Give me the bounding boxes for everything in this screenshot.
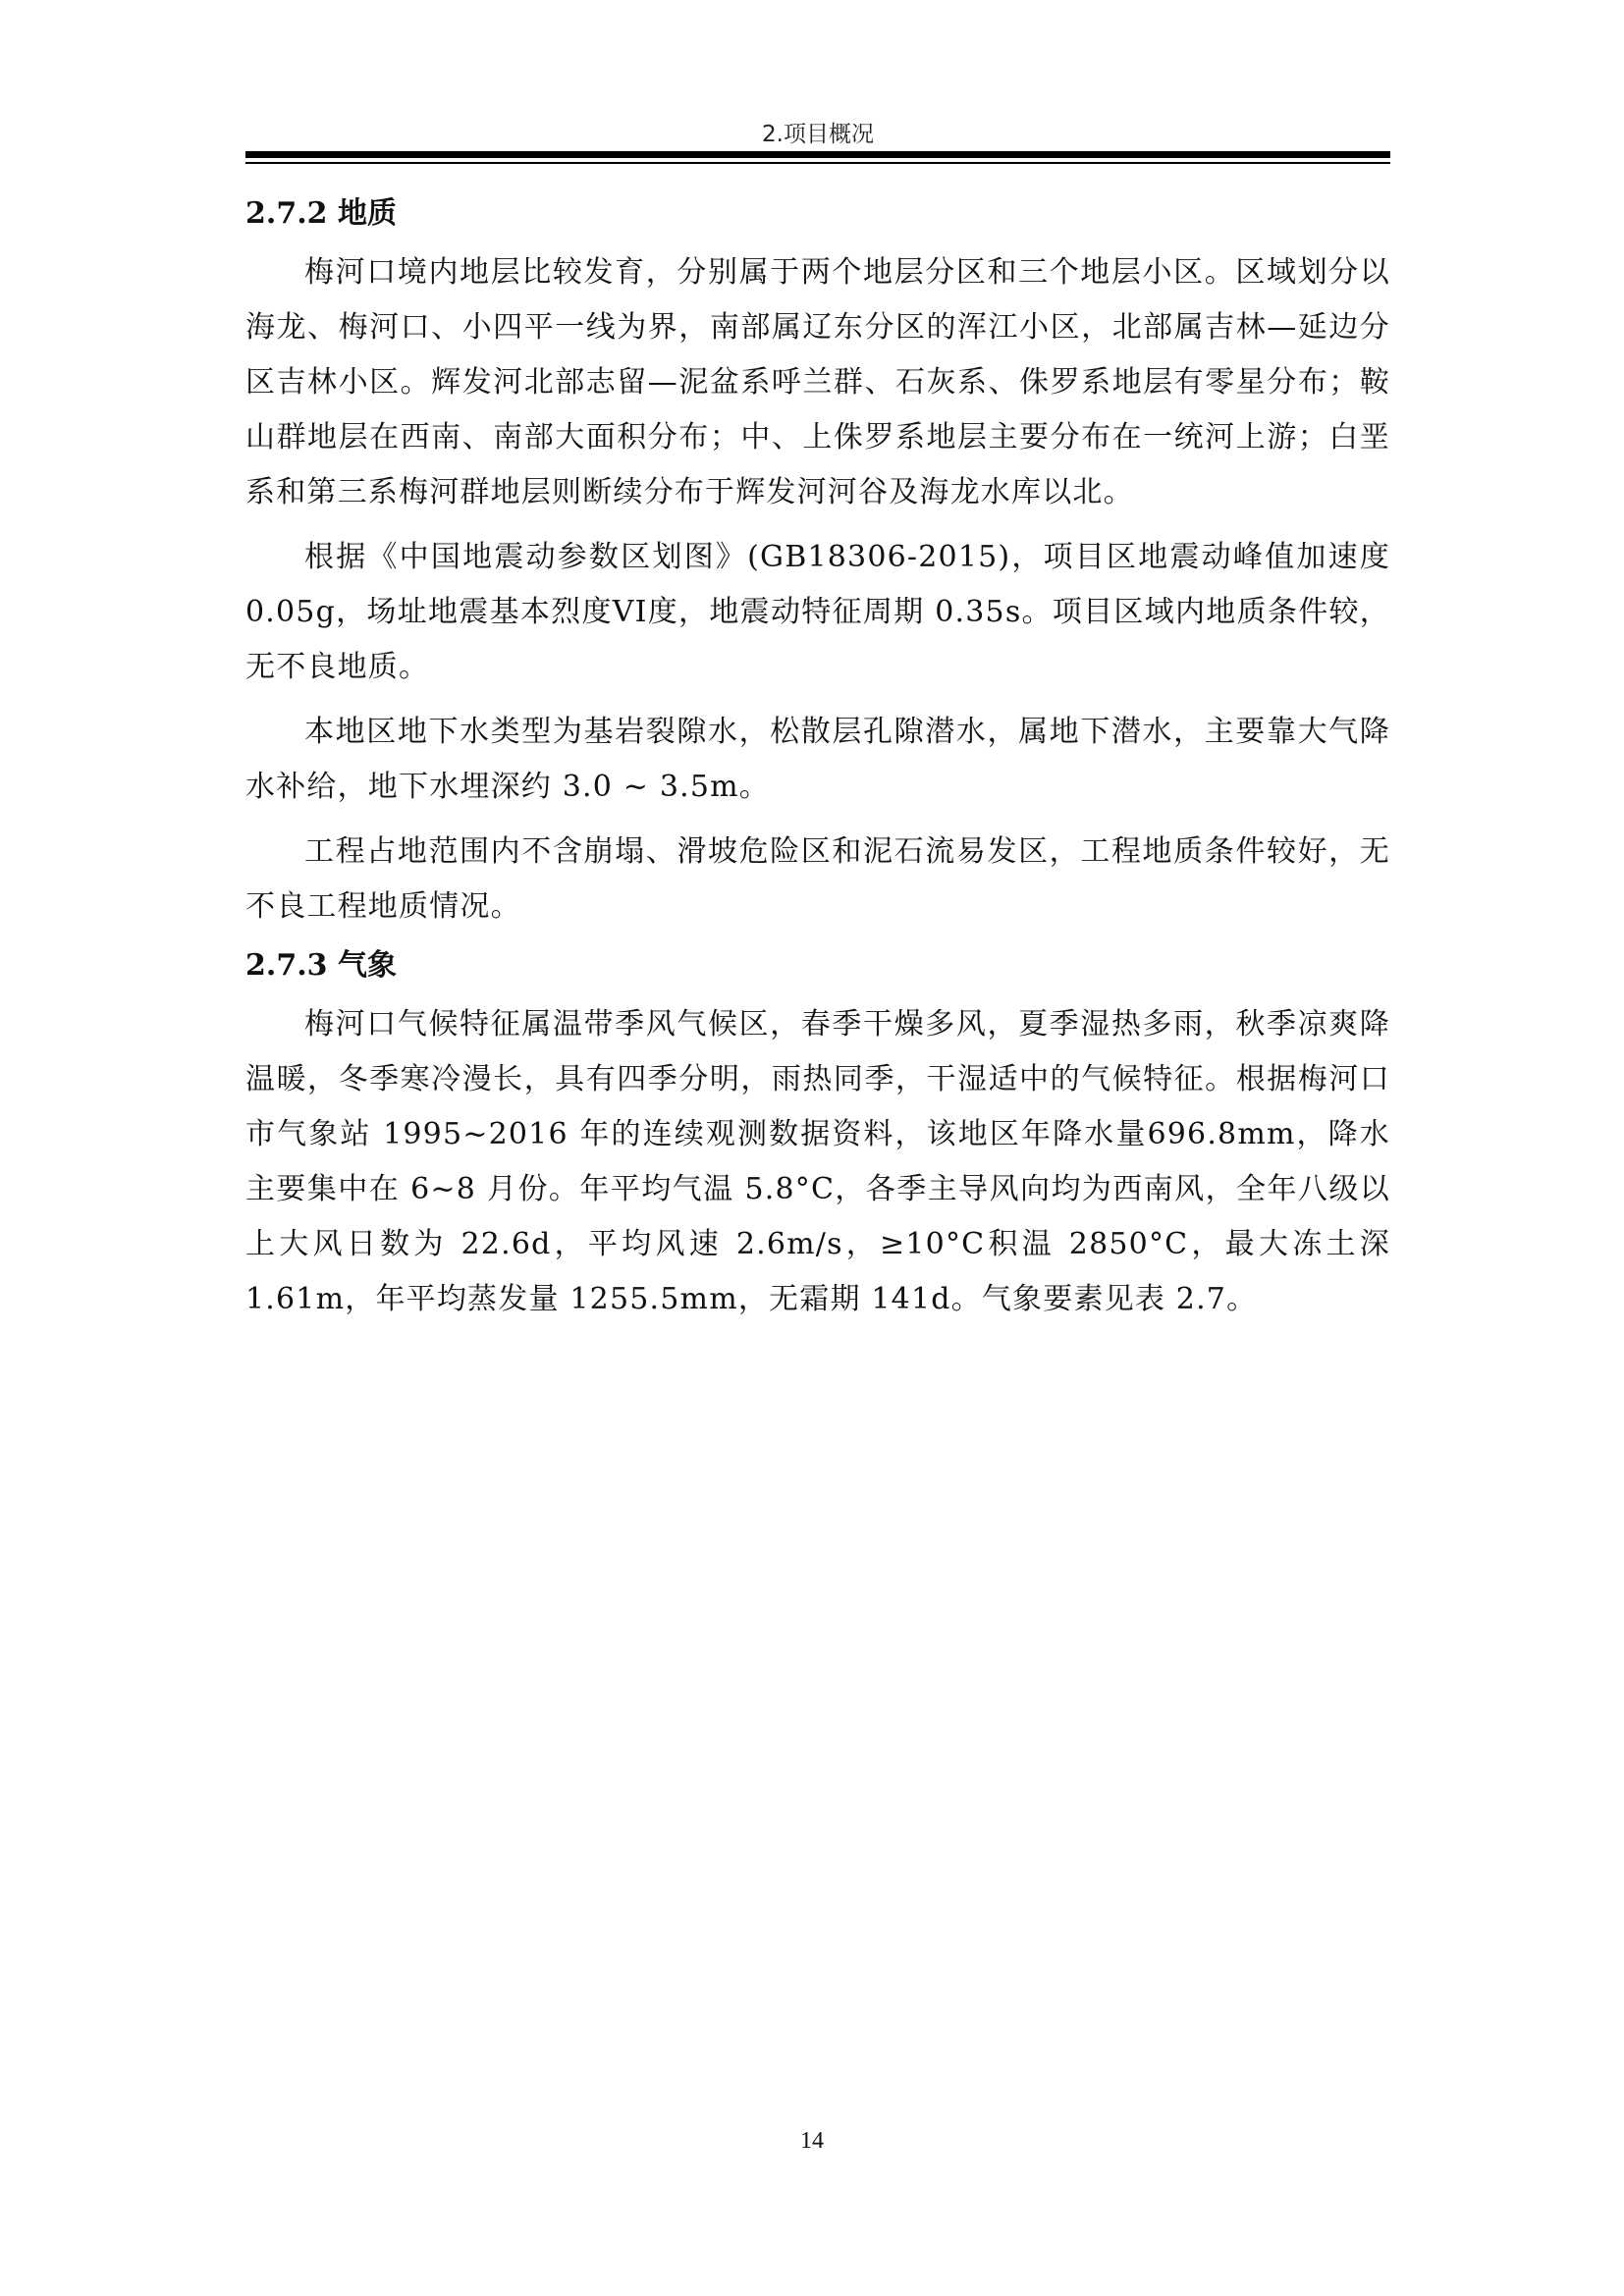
running-header-title: 2.项目概况: [762, 122, 874, 147]
paragraph: 本地区地下水类型为基岩裂隙水，松散层孔隙潜水，属地下潜水，主要靠大气降水补给，地下水埋深约 3.0 ~ 3.5m。: [245, 715, 1390, 804]
paragraph: 根据《中国地震动参数区划图》(GB18306-2015)，项目区地震动峰值加速度0.05g，场址地震基本烈度VI度，地震动特征周期 0.35s。项目区域内地质条件较，无不良地质。: [245, 540, 1390, 684]
paragraph: 梅河口气候特征属温带季风气候区，春季干燥多风，夏季湿热多雨，秋季凉爽降温暖，冬季寒冷漫长，具有四季分明，雨热同季，干湿适中的气候特征。根据梅河口市气象站 1995~2016 年的连续观测数据资料，该地区年降水量696.8mm，降水主要集中在 6~8 月份。年平均气温 5.8°C，各季主导风向均为西南风，全年八级以上大风日数为 22.6d，平均风速 2.6m/s，≥10°C积温 2850°C，最大冻土深 1.61m，年平均蒸发量 1255.5mm，无霜期 141d。气象要素见表 2.7。: [245, 1007, 1390, 1316]
section-heading-meteorology: 2.7.3 气象: [245, 948, 397, 983]
header-rule-thick: [245, 151, 1390, 158]
page-number: 14: [800, 2128, 824, 2154]
paragraph: 工程占地范围内不含崩塌、滑坡危险区和泥石流易发区，工程地质条件较好，无不良工程地质情况。: [245, 834, 1390, 924]
section-meteorology: [245, 944, 1390, 1327]
section-heading-geology: 2.7.2 地质: [245, 196, 397, 231]
document-body: [245, 192, 1390, 1337]
section-geology: [245, 192, 1390, 934]
paragraph: 梅河口境内地层比较发育，分别属于两个地层分区和三个地层小区。区域划分以海龙、梅河口、小四平一线为界，南部属辽东分区的浑江小区，北部属吉林—延边分区吉林小区。辉发河北部志留—泥盆系呼兰群、石灰系、侏罗系地层有零星分布；鞍山群地层在西南、南部大面积分布；中、上侏罗系地层主要分布在一统河上游；白垩系和第三系梅河群地层则断续分布于辉发河河谷及海龙水库以北。: [245, 255, 1390, 509]
header-rule-thin: [245, 162, 1390, 164]
